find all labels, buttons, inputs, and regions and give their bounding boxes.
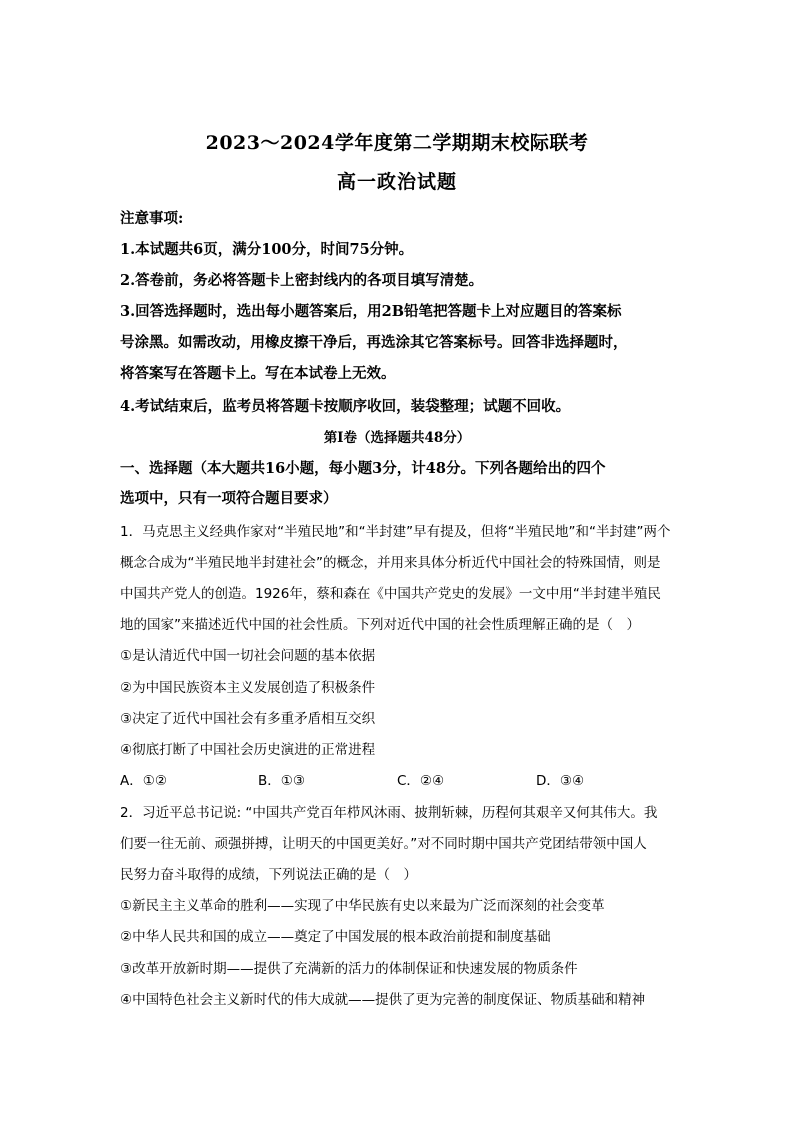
question-stem: 地的国家”来描述近代中国的社会性质。下列对近代中国的社会性质理解正确的是（ ）	[120, 617, 640, 633]
notice-line: 将答案写在答题卡上。写在本试卷上无效。	[120, 365, 396, 382]
question-stem: 们要一往无前、顽强拼搏，让明天的中国更美好。”对不同时期中国共产党团结带领中国人	[120, 836, 647, 852]
question-option: ②中华人民共和国的成立——奠定了中国发展的根本政治前提和制度基础	[120, 929, 551, 945]
question-option: ④彻底打断了中国社会历史演进的正常进程	[120, 742, 376, 758]
notice-line: 4.考试结束后，监考员将答题卡按顺序收回，装袋整理；试题不回收。	[120, 398, 571, 415]
section-heading: 选项中，只有一项符合题目要求）	[120, 490, 338, 507]
notice-line: 3.回答选择题时，选出每小题答案后，用2B铅笔把答题卡上对应题目的答案标	[120, 303, 622, 320]
question-option: ①是认清近代中国一切社会问题的基本依据	[120, 648, 376, 664]
answer-choice-c: C．②④	[397, 773, 445, 789]
notice-line: 号涂黑。如需改动，用橡皮擦干净后，再选涂其它答案标号。回答非选择题时，	[120, 334, 628, 351]
question-option: ②为中国民族资本主义发展创造了积极条件	[120, 680, 376, 696]
exam-subtitle: 高一政治试题	[336, 171, 457, 193]
section-heading: 一、选择题（本大题共16小题，每小题3分，计48分。下列各题给出的四个	[120, 460, 606, 477]
question-option: ④中国特色社会主义新时代的伟大成就——提供了更为完善的制度保证、物质基础和精神	[120, 992, 646, 1008]
question-option: ①新民主主义革命的胜利——实现了中华民族有史以来最为广泛而深刻的社会变革	[120, 898, 605, 914]
question-stem: 2．习近平总书记说: “中国共产党百年栉风沐雨、披荆斩棘，历程何其艰辛又何其伟大。我	[120, 805, 658, 821]
answer-choice-a: A．①②	[120, 773, 167, 789]
question-stem: 1．马克思主义经典作家对“半殖民地”和“半封建”早有提及，但将“半殖民地”和“半封建”两个	[120, 524, 671, 540]
question-option: ③决定了近代中国社会有多重矛盾相互交织	[120, 711, 376, 727]
notice-line: 1.本试题共6页，满分100分，时间75分钟。	[120, 241, 414, 258]
notice-line: 2.答卷前，务必将答题卡上密封线内的各项目填写清楚。	[120, 272, 484, 289]
question-option: ③改革开放新时期——提供了充满新的活力的体制保证和快速发展的物质条件	[120, 961, 578, 977]
answer-choice-b: B．①③	[258, 773, 305, 789]
volume-title: 第I卷（选择题共48分）	[323, 430, 471, 446]
answer-choice-d: D．③④	[536, 773, 585, 789]
question-stem: 中国共产党人的创造。1926年，蔡和森在《中国共产党史的发展》一文中用“半封建半殖民	[120, 586, 661, 602]
exam-title: 2023～2024学年度第二学期期末校际联考	[205, 132, 589, 154]
question-stem: 民努力奋斗取得的成绩，下列说法正确的是（ ）	[120, 867, 417, 883]
notice-heading: 注意事项:	[120, 210, 184, 227]
question-stem: 概念合成为“半殖民地半封建社会”的概念，并用来具体分析近代中国社会的特殊国情，则是	[120, 555, 661, 571]
